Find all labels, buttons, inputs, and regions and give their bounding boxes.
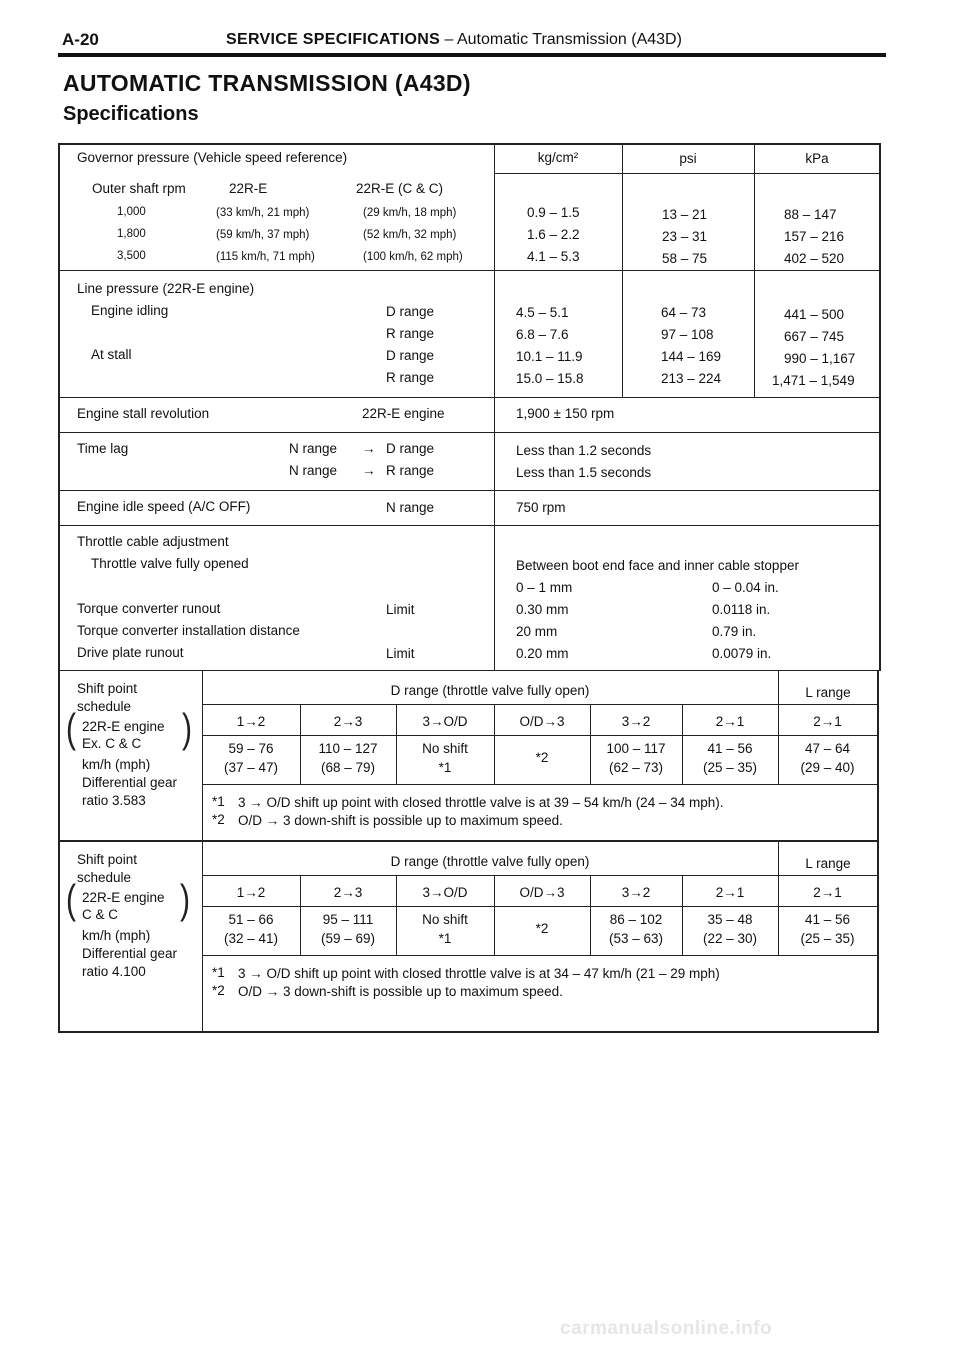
governor-psi: 23 – 31 [662, 229, 708, 244]
row-sep-governor [58, 270, 880, 271]
shift-side-label: Differential gear [82, 775, 178, 790]
runout-cond: Limit [386, 646, 415, 661]
frame-left [58, 143, 60, 1033]
shift-note1-mark: *1 [212, 965, 225, 980]
runout-mm: 0.30 mm [516, 602, 569, 617]
stall-rev-cond: 22R-E engine [362, 406, 445, 421]
shift-mph: (59 – 69) [320, 931, 376, 946]
row-sep-stall [58, 432, 880, 433]
stall-rev-label: Engine stall revolution [77, 406, 210, 421]
shift-kmh: 47 – 64 [804, 741, 851, 756]
line-pressure-kgcm2: 6.8 – 7.6 [516, 327, 569, 342]
shift-head-rule-1 [202, 875, 878, 876]
time-lag-value: Less than 1.2 seconds [516, 443, 652, 458]
line-pressure-kgcm2: 10.1 – 11.9 [516, 349, 583, 364]
shift-mph: (29 – 40) [800, 760, 855, 775]
shift-mph: (62 – 73) [608, 760, 664, 775]
runout-in: 0.0079 in. [712, 646, 772, 661]
left-paren-icon: ( [66, 878, 76, 923]
runout-label: Drive plate runout [77, 645, 184, 660]
runout-mm: 20 mm [516, 624, 558, 639]
frame-bottom [58, 1031, 879, 1033]
shift-kmh: 35 – 48 [707, 912, 753, 927]
shift-side-label: ratio 4.100 [82, 964, 146, 979]
governor-kpa: 157 – 216 [784, 229, 845, 244]
line-pressure-range: D range [386, 304, 435, 319]
governor-rpm: 3,500 [117, 250, 146, 262]
running-header-section: SERVICE SPECIFICATIONS [226, 31, 441, 48]
shift-kmh: 86 – 102 [609, 912, 663, 927]
shift-col-divider [682, 875, 683, 955]
shift-side-label: C & C [82, 907, 119, 922]
shift-note2: O/D → 3 down-shift is possible up to maximum speed. [238, 813, 563, 828]
frame-right-upper [879, 143, 881, 671]
line-pressure-kpa: 441 – 500 [784, 307, 845, 322]
shift-kmh: No shift [422, 912, 468, 927]
shift-kmh: 59 – 76 [228, 741, 274, 756]
shift-col-divider [778, 875, 779, 955]
line-pressure-kgcm2: 15.0 – 15.8 [516, 371, 584, 386]
shift-mph: (68 – 79) [320, 760, 376, 775]
shift-side-label: Shift point [77, 681, 138, 696]
shift-grid-left [202, 842, 203, 1033]
shift-head: 3→O/D [422, 714, 468, 729]
governor-kgcm2: 4.1 – 5.3 [527, 249, 580, 264]
governor-speed-22re: (115 km/h, 71 mph) [216, 251, 315, 263]
shift-head: 2→1 [715, 885, 745, 900]
governor-kpa: 402 – 520 [784, 251, 845, 266]
line-pressure-psi: 64 – 73 [661, 305, 707, 320]
running-header [226, 31, 682, 49]
shift-note-ref: *2 [535, 921, 549, 936]
shift-head: 2→1 [813, 885, 842, 900]
line-pressure-psi: 144 – 169 [661, 349, 722, 364]
shift-grid-left [202, 671, 203, 841]
row-sep-throttle [58, 670, 880, 671]
idle-speed-cond: N range [386, 500, 435, 515]
governor-speed-22re: (33 km/h, 21 mph) [216, 207, 310, 219]
idle-speed-value: 750 rpm [516, 500, 566, 515]
page-number: A-20 [62, 30, 99, 49]
shift-mph: *1 [438, 931, 452, 946]
stall-rev-value: 1,900 ± 150 rpm [516, 406, 615, 421]
shift-col-divider [590, 704, 591, 784]
shift-kmh: 41 – 56 [707, 741, 753, 756]
shift-head: 3→2 [621, 885, 651, 900]
shift-col-divider [300, 704, 301, 784]
shift-head: 3→2 [621, 714, 651, 729]
shift-head: 2→1 [813, 714, 842, 729]
governor-kgcm2: 1.6 – 2.2 [527, 227, 580, 242]
line-pressure-psi: 213 – 224 [661, 371, 722, 386]
throttle-desc: Between boot end face and inner cable stopper [516, 558, 799, 573]
row-sep-shift [58, 840, 878, 842]
shift-side-label: schedule [77, 870, 132, 885]
shift-head: 1→2 [236, 714, 266, 729]
governor-col-rpm: Outer shaft rpm [92, 181, 186, 196]
line-pressure-kpa: 667 – 745 [784, 329, 845, 344]
runout-in: 0.79 in. [712, 624, 757, 639]
throttle-mm: 0 – 1 mm [516, 580, 573, 595]
shift-note1-mark: *1 [212, 794, 225, 809]
runout-mm: 0.20 mm [516, 646, 569, 661]
governor-psi: 58 – 75 [662, 251, 708, 266]
shift-side-label: Shift point [77, 852, 138, 867]
shift-values-rule [202, 955, 878, 956]
shift-side-label: 22R-E engine [82, 890, 165, 905]
shift-side-label: ratio 3.583 [82, 793, 146, 808]
shift-side-label: schedule [77, 699, 132, 714]
shift-note1: 3 → O/D shift up point with closed throttle valve is at 39 – 54 km/h (24 – 34 mph). [238, 795, 724, 810]
shift-note2-mark: *2 [212, 983, 225, 998]
line-pressure-kgcm2: 4.5 – 5.1 [516, 305, 569, 320]
line-pressure-range: R range [386, 326, 435, 341]
runout-label: Torque converter installation distance [77, 623, 300, 638]
shift-mph: (32 – 41) [223, 931, 279, 946]
governor-kgcm2: 0.9 – 1.5 [527, 205, 580, 220]
governor-speed-22re-cc: (29 km/h, 18 mph) [363, 207, 457, 219]
shift-col-divider [300, 875, 301, 955]
shift-l-range-label: L range [805, 856, 851, 871]
shift-col-divider [682, 704, 683, 784]
shift-mph: (25 – 35) [800, 931, 855, 946]
shift-mph: *1 [438, 760, 452, 775]
shift-col-divider [494, 704, 495, 784]
time-lag-value: Less than 1.5 seconds [516, 465, 652, 480]
shift-side-label: Differential gear [82, 946, 178, 961]
shift-head: 2→3 [333, 885, 363, 900]
line-pressure-kpa: 990 – 1,167 [784, 351, 856, 366]
shift-mph: (25 – 35) [702, 760, 758, 775]
shift-head-rule-2 [202, 735, 878, 736]
line-pressure-stall: At stall [91, 347, 132, 362]
throttle-in: 0 – 0.04 in. [712, 580, 779, 595]
governor-speed-22re: (59 km/h, 37 mph) [216, 229, 310, 241]
governor-psi: 13 – 21 [662, 207, 708, 222]
governor-col-22re: 22R-E [229, 181, 268, 196]
governor-label: Governor pressure (Vehicle speed reference) [77, 150, 348, 165]
shift-head-rule-1 [202, 704, 878, 705]
row-sep-timelag [58, 490, 880, 491]
shift-kmh: 95 – 111 [322, 912, 374, 927]
shift-kmh: No shift [422, 741, 468, 756]
shift-head: O/D→3 [519, 714, 565, 729]
governor-rpm: 1,800 [117, 228, 146, 240]
section-title: Specifications [63, 103, 199, 125]
shift-kmh: 110 – 127 [318, 741, 378, 756]
shift-col-divider [590, 875, 591, 955]
governor-rpm: 1,000 [117, 206, 146, 218]
shift-d-range-label: D range (throttle valve fully open) [390, 854, 590, 869]
shift-d-range-label: D range (throttle valve fully open) [390, 683, 590, 698]
right-paren-icon: ) [182, 707, 192, 752]
shift-kmh: 41 – 56 [804, 912, 851, 927]
time-lag-to: R range [386, 463, 435, 478]
frame-right-lower [877, 671, 879, 1033]
shift-note2-mark: *2 [212, 812, 225, 827]
watermark: carmanualsonline.info [560, 1318, 773, 1339]
shift-side-label: 22R-E engine [82, 719, 165, 734]
right-paren-icon: ) [180, 878, 190, 923]
unit-kpa: kPa [805, 151, 829, 166]
time-lag-label: Time lag [77, 441, 129, 456]
shift-l-range-label: L range [805, 685, 851, 700]
shift-col-divider [396, 875, 397, 955]
throttle-sub: Throttle valve fully opened [91, 556, 249, 571]
shift-side-label: km/h (mph) [82, 757, 151, 772]
shift-note1: 3 → O/D shift up point with closed throttle valve is at 34 – 47 km/h (21 – 29 mph) [238, 966, 720, 981]
arrow-right-icon: → [362, 441, 376, 456]
time-lag-to: D range [386, 441, 435, 456]
frame-top [58, 143, 881, 145]
time-lag-from: N range [289, 441, 338, 456]
arrow-right-icon: → [362, 463, 376, 478]
unit-header-rule [494, 173, 880, 174]
shift-head: 2→1 [715, 714, 745, 729]
shift-head: O/D→3 [519, 885, 565, 900]
shift-col-divider [778, 704, 779, 784]
shift-note2: O/D → 3 down-shift is possible up to maximum speed. [238, 984, 563, 999]
governor-kpa: 88 – 147 [784, 207, 837, 222]
line-pressure-label: Line pressure (22R-E engine) [77, 281, 255, 296]
line-pressure-range: D range [386, 348, 435, 363]
line-pressure-idling: Engine idling [91, 303, 169, 318]
shift-col-divider [396, 704, 397, 784]
line-pressure-range: R range [386, 370, 435, 385]
row-sep-line-pressure [58, 397, 880, 398]
shift-lrange-divider [778, 842, 779, 875]
runout-cond: Limit [386, 602, 415, 617]
value-column-divider [494, 143, 495, 671]
idle-speed-label: Engine idle speed (A/C OFF) [77, 499, 251, 514]
running-header-subsection: – Automatic Transmission (A43D) [444, 31, 682, 48]
page-title: AUTOMATIC TRANSMISSION (A43D) [63, 70, 471, 96]
governor-col-22re-cc: 22R-E (C & C) [356, 181, 444, 196]
shift-head: 3→O/D [422, 885, 468, 900]
line-pressure-kpa: 1,471 – 1,549 [772, 373, 855, 388]
shift-kmh: 51 – 66 [228, 912, 274, 927]
shift-head-rule-2 [202, 906, 878, 907]
shift-mph: (53 – 63) [608, 931, 664, 946]
time-lag-from: N range [289, 463, 338, 478]
shift-head: 2→3 [333, 714, 363, 729]
unit-kgcm2: kg/cm² [537, 150, 579, 165]
shift-col-divider [494, 875, 495, 955]
runout-label: Torque converter runout [77, 601, 221, 616]
shift-side-label: km/h (mph) [82, 928, 151, 943]
throttle-label: Throttle cable adjustment [77, 534, 229, 549]
shift-lrange-divider [778, 671, 779, 704]
shift-note-ref: *2 [535, 750, 549, 765]
governor-speed-22re-cc: (52 km/h, 32 mph) [363, 229, 457, 241]
shift-kmh: 100 – 117 [606, 741, 666, 756]
left-paren-icon: ( [66, 707, 76, 752]
shift-mph: (37 – 47) [223, 760, 279, 775]
shift-head: 1→2 [236, 885, 266, 900]
shift-side-label: Ex. C & C [82, 736, 142, 751]
row-sep-idle [58, 525, 880, 526]
header-rule [58, 53, 886, 57]
line-pressure-psi: 97 – 108 [661, 327, 714, 342]
governor-speed-22re-cc: (100 km/h, 62 mph) [363, 251, 463, 263]
unit-psi: psi [679, 151, 697, 166]
runout-in: 0.0118 in. [712, 602, 771, 617]
shift-mph: (22 – 30) [702, 931, 758, 946]
shift-values-rule [202, 784, 878, 785]
